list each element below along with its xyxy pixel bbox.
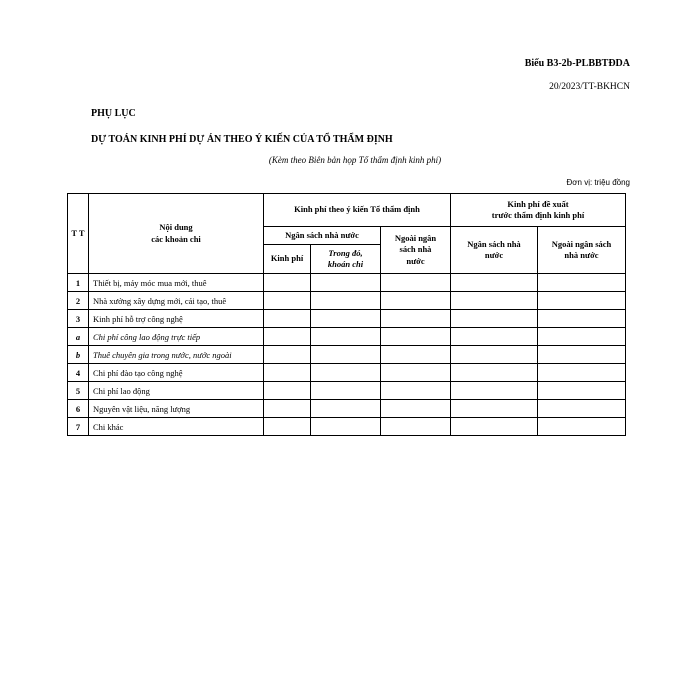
cell-funding[interactable] — [264, 382, 311, 400]
document-title: DỰ TOÁN KINH PHÍ DỰ ÁN THEO Ý KIẾN CỦA TỔ THẨM ĐỊNH — [91, 134, 393, 145]
table-body — [68, 274, 626, 436]
header-non-state-line2: sách nhà — [399, 244, 432, 255]
header-proposed-non-state-line2: nhà nước — [564, 250, 599, 260]
header-non-state-budget — [381, 227, 451, 274]
header-tt: T T — [68, 194, 89, 274]
header-content — [89, 194, 264, 274]
budget-table — [67, 193, 626, 436]
cell-proposed-state[interactable] — [451, 400, 538, 418]
cell-of-which[interactable] — [311, 310, 381, 328]
cell-proposed-state[interactable] — [451, 382, 538, 400]
table-row — [68, 274, 626, 292]
cell-proposed-non-state[interactable] — [538, 292, 626, 310]
cell-funding[interactable] — [264, 328, 311, 346]
form-code: Biểu B3-2b-PLBBTĐDA — [524, 58, 630, 69]
cell-proposed-state[interactable] — [451, 364, 538, 382]
table-row — [68, 400, 626, 418]
cell-funding[interactable] — [264, 364, 311, 382]
row-number: 5 — [68, 382, 89, 400]
row-number: 3 — [68, 310, 89, 328]
header-proposed-line2: trước thẩm định kinh phí — [491, 210, 585, 220]
header-group-proposed — [451, 194, 626, 227]
row-number: a — [68, 328, 89, 346]
header-proposed-state-line1: Ngân sách nhà — [467, 238, 521, 249]
row-number: 7 — [68, 418, 89, 436]
cell-of-which[interactable] — [311, 292, 381, 310]
header-non-state-line3: nước — [406, 255, 425, 266]
cell-non-state[interactable] — [381, 400, 451, 418]
cell-non-state[interactable] — [381, 346, 451, 364]
cell-funding[interactable] — [264, 418, 311, 436]
cell-of-which[interactable] — [311, 400, 381, 418]
cell-proposed-non-state[interactable] — [538, 382, 626, 400]
cell-of-which[interactable] — [311, 382, 381, 400]
cell-proposed-non-state[interactable] — [538, 364, 626, 382]
cell-of-which[interactable] — [311, 346, 381, 364]
row-number: 6 — [68, 400, 89, 418]
header-proposed-non-state — [538, 227, 626, 274]
row-number: b — [68, 346, 89, 364]
header-proposed-state-line2: nước — [484, 250, 504, 260]
header-of-which-line2: khoán chi — [327, 259, 364, 269]
header-proposed-state — [451, 227, 538, 274]
circular-number: 20/2023/TT-BKHCN — [549, 82, 630, 92]
expense-item: Chi phí lao động — [89, 382, 264, 400]
cell-funding[interactable] — [264, 274, 311, 292]
expense-item: Nhà xưởng xây dựng mới, cải tạo, thuê — [89, 292, 264, 310]
header-state-budget: Ngân sách nhà nước — [264, 227, 381, 245]
cell-funding[interactable] — [264, 292, 311, 310]
row-number: 1 — [68, 274, 89, 292]
row-number: 2 — [68, 292, 89, 310]
table-row — [68, 346, 626, 364]
cell-non-state[interactable] — [381, 292, 451, 310]
table-row — [68, 292, 626, 310]
cell-proposed-non-state[interactable] — [538, 274, 626, 292]
cell-of-which[interactable] — [311, 328, 381, 346]
table-row — [68, 310, 626, 328]
table-row — [68, 418, 626, 436]
header-proposed-non-state-line1: Ngoài ngân sách — [551, 238, 612, 249]
header-content-line1: Nội dung — [159, 222, 193, 233]
cell-non-state[interactable] — [381, 274, 451, 292]
header-of-which-line1: Trong đó, — [328, 247, 363, 258]
cell-proposed-state[interactable] — [451, 418, 538, 436]
expense-item: Kinh phí hỗ trợ công nghệ — [89, 310, 264, 328]
cell-proposed-non-state[interactable] — [538, 400, 626, 418]
cell-proposed-state[interactable] — [451, 310, 538, 328]
cell-proposed-non-state[interactable] — [538, 328, 626, 346]
cell-proposed-state[interactable] — [451, 328, 538, 346]
expense-item: Thuê chuyên gia trong nước, nước ngoài — [89, 346, 264, 364]
expense-item: Chi phí công lao động trực tiếp — [89, 328, 264, 346]
cell-funding[interactable] — [264, 310, 311, 328]
appendix-label: PHỤ LỤC — [91, 108, 136, 119]
expense-item: Chi phí đào tạo công nghệ — [89, 364, 264, 382]
expense-item: Nguyên vật liệu, năng lượng — [89, 400, 264, 418]
document-subtitle: (Kèm theo Biên bản họp Tổ thẩm định kinh phí) — [268, 155, 442, 165]
cell-proposed-non-state[interactable] — [538, 346, 626, 364]
header-of-which — [311, 245, 381, 274]
cell-of-which[interactable] — [311, 274, 381, 292]
row-number: 4 — [68, 364, 89, 382]
cell-proposed-state[interactable] — [451, 346, 538, 364]
cell-non-state[interactable] — [381, 328, 451, 346]
cell-funding[interactable] — [264, 400, 311, 418]
cell-non-state[interactable] — [381, 418, 451, 436]
cell-non-state[interactable] — [381, 382, 451, 400]
table-row — [68, 382, 626, 400]
cell-proposed-non-state[interactable] — [538, 310, 626, 328]
cell-non-state[interactable] — [381, 310, 451, 328]
cell-of-which[interactable] — [311, 364, 381, 382]
expense-item: Thiết bị, máy móc mua mới, thuê — [89, 274, 264, 292]
header-proposed-line1: Kinh phí đề xuất — [507, 198, 569, 209]
table-row — [68, 328, 626, 346]
cell-proposed-state[interactable] — [451, 292, 538, 310]
unit-label: Đơn vị: triệu đồng — [566, 178, 630, 187]
cell-funding[interactable] — [264, 346, 311, 364]
expense-item: Chi khác — [89, 418, 264, 436]
cell-non-state[interactable] — [381, 364, 451, 382]
header-group-appraisal: Kinh phí theo ý kiến Tổ thẩm định — [264, 194, 451, 227]
header-non-state-line1: Ngoài ngân — [394, 232, 437, 243]
table-row — [68, 364, 626, 382]
cell-of-which[interactable] — [311, 418, 381, 436]
cell-proposed-state[interactable] — [451, 274, 538, 292]
header-content-line2: các khoản chi — [151, 233, 201, 244]
cell-proposed-non-state[interactable] — [538, 418, 626, 436]
header-funding: Kinh phí — [264, 245, 311, 274]
